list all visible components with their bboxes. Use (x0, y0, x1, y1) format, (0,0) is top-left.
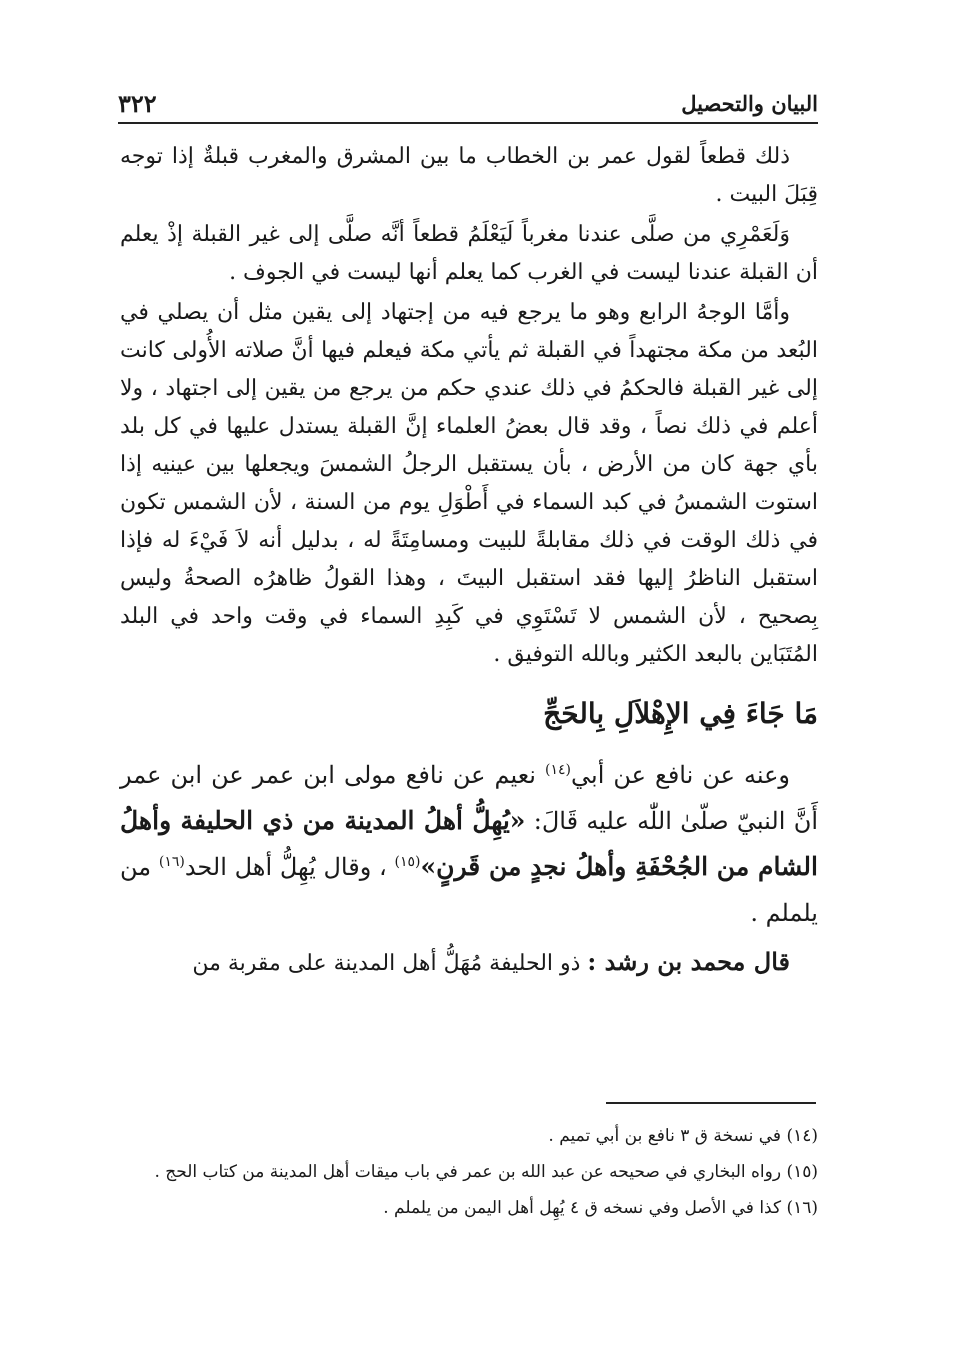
page-number: ٣٢٢ (118, 89, 157, 118)
hadith-paragraph (120, 752, 818, 936)
footnote-ref-15: (١٥) (394, 854, 421, 870)
footnote-separator (606, 1102, 816, 1104)
hadith-continuation: ، وقال يُهِلُّ أهل الحد (184, 853, 395, 881)
hadith-quote: «يُهِلُّ أهلُ المدينة من ذي الحليفة وأهلُ الشام من الجُحْفَةِ وأهلُ نجدٍ من قَرنٍ» (120, 806, 818, 881)
page-header (118, 82, 818, 124)
section-heading: مَا جَاءَ فِي الإِهْلاَلِ بِالحَجِّ (543, 697, 818, 730)
footnote-ref-16: (١٦) (158, 854, 185, 870)
footnote-ref-14: (١٤) (545, 762, 572, 778)
footnote-14: (١٤) في نسخة ق ٣ نافع بن أبي تميم . (548, 1126, 818, 1146)
commentary-paragraph (120, 942, 818, 984)
commentary-text: ذو الحليفة مُهَلُّ أهل المدينة على مقربة من (192, 951, 588, 976)
main-text (120, 138, 818, 1006)
commentary-speaker: قال محمد بن رشد : (587, 947, 790, 976)
footnotes (120, 1120, 818, 1228)
paragraph-2: وَلَعَمْرِي من صلَّى عندنا مغرباً لَيَعْلَمُ قطعاً أنَّه صلَّى إلى غير القبلة إذْ يعلم أن القبلة عندنا ليست في الغرب كما يعلم أنها ليست في الجوف . (120, 222, 818, 285)
hadith-chain: نعيم عن نافع مولى ابن عمر عن ابن عمر أَنَّ النبيّ صلّىٰ اللّٰه عليه قَالَ: (120, 761, 819, 835)
hadith-end: من يلملم . (120, 853, 818, 927)
paragraph-3: وأمَّا الوجهُ الرابع وهو ما يرجع فيه من إجتهاد إلى يقين مثل أن يصلي في البُعد من مكة مجتهداً في القبلة ثم يأتي مكة فيعلم فيها أنَّ صلاته الأُولى كانت إلى غير القبلة فالحكمُ في ذلك عندي حكم من يرجع من يقين إلى اجتهاد ، ولا أعلم في ذلك نصاً ، وقد قال بعضُ العلماء إنَّ القبلة يستدل عليها في كل بلد بأي جهة كان من الأرض ، بأن يستقبل الرجلُ الشمسَ ويجعلها بين عينيه إذا استوت الشمسُ في كبد السماء في أَطْوَلِ يوم من السنة ، لأن الشمس تكون في ذلك الوقت في ذلك مقابلةً للبيت ومسامِتَةً له ، بدليل أنه لاَ فَيْءَ له فإذا استقبل الناظرُ إليها فقد استقبل البيتَ ، وهذا القولُ ظاهرُه الصحةُ وليس بِصحيح ، لأن الشمس لا تَسْتَوِي في كَبِدِ السماء في وقت واحد في البلد المُتَبَاين بالبعد الكثير وبالله التوفيق . (120, 300, 818, 667)
running-title: البيان والتحصيل (681, 91, 818, 116)
paragraph-1: ذلك قطعاً لقول عمر بن الخطاب ما بين المشرق والمغرب قبلةٌ إذا توجه قِبَلَ البيت . (120, 144, 818, 207)
footnote-15: (١٥) رواه البخاري في صحيحه عن عبد الله بن عمر في باب ميقات أهل المدينة من كتاب الحج . (154, 1162, 818, 1182)
footnote-16: (١٦) كذا في الأصل وفي نسخه ق ٤ يُهِل أهل اليمن من يلملم . (383, 1198, 818, 1218)
hadith-intro: وعنه عن نافع عن أبي (571, 761, 791, 789)
